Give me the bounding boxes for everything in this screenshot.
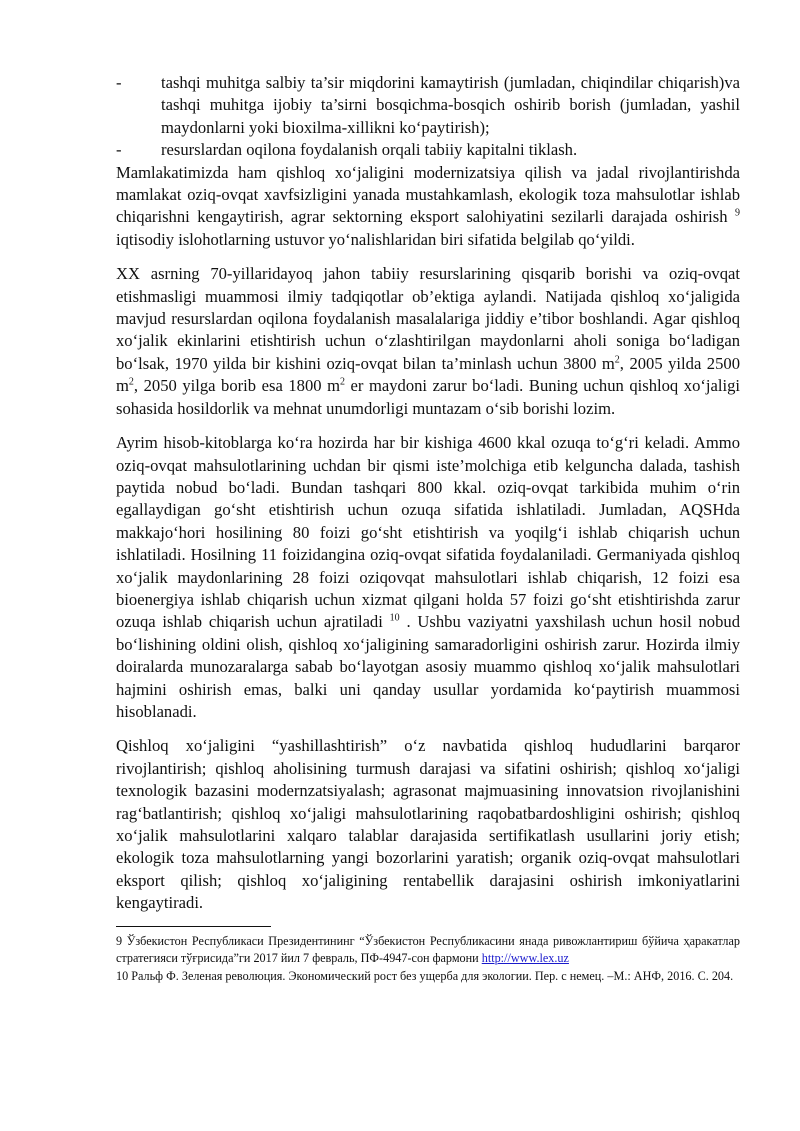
paragraph-text: iqtisodiy islohotlarning ustuvor yo‘nalishlaridan biri sifatida belgilab qo‘yildi.	[116, 229, 635, 249]
paragraph-text: er maydoni zarur bo‘ladi. Buning uchun qishloq xo‘jaligi sohasida hosildorlik va mehnat unumdorligi muntazam o‘sib borishi lozim.	[116, 376, 740, 418]
paragraph-text: , 2050 yilga borib esa 1800 m	[133, 376, 340, 396]
paragraph	[116, 432, 740, 723]
paragraph-text: Mamlakatimizda ham qishloq xo‘jaligini modernizatsiya qilish va jadal rivojlantirishda mamlakat oziq-ovqat xavfsizligini yanada mustahkamlash, ekologik toza mahsulotlar ishlab chiqarishni kengaytirish, agrar sektorning eksport salohiyatini sezilarli darajada oshirish	[116, 162, 740, 227]
list-item	[116, 139, 740, 161]
paragraph-text: . Ushbu vaziyatni yaxshilash uchun hosil nobud bo‘lishining oldini olish, qishloq xo‘jaligining samaradorligini oshirish zarur. Hozirda ilmiy doiralarda munozaralarga sabab bo‘layotgan asosiy muammo qishloq xo‘jalik mahsulotlari hajmini oshirish emas, balki uni qanday usullar yordamida ko‘paytirish muammosi hisoblanadi.	[116, 612, 740, 721]
document-page	[116, 72, 740, 985]
footnote-text: 9 Ўзбекистон Республикаси Президентининг “Ўзбекистон Республикасини янада ривожлантириш бўйича ҳаракатлар стратегияси тўғрисида”ги 2017 йил 7 февраль, ПФ-4947-сон фармони	[116, 933, 740, 966]
paragraph-text: Ayrim hisob-kitoblarga ko‘ra hozirda har bir kishiga 4600 kkal ozuqa to‘g‘ri keladi. Ammo oziq-ovqat mahsulotlarining uchdan bir qismi iste’molchiga etib kelguncha dalada, tashish paytida nobud bo‘ladi. Bundan tashqari 800 kkal. oziq-ovqat tarkibida muhim o‘rin egallaydigan go‘sht etishtirish uchun ozuqa sifatida ishlatiladi. Jumladan, AQSHda makkajo‘hori hosilining 80 foizi go‘sht etishtirish va yoqilg‘i ishlab chiqarish uchun ishlatiladi. Hosilning 11 foizidangina oziq-ovqat sifatida foydalaniladi. Germaniyada qishloq xo‘jalik maydonlarining 28 foizi oziqovqat mahsulotlari ishlab chiqarish, 12 foizi esa bioenergiya ishlab chiqarish uchun xizmat qilgani holda 57 foizi go‘sht etishtirishda zarur ozuqa ishlab chiqarish uchun ajratiladi	[116, 433, 740, 632]
superscript: 2	[614, 354, 620, 366]
footnote	[116, 933, 740, 968]
footnote: 10 Ральф Ф. Зеленая революция. Экономический рост без ущерба для экологии. Пер. с немец. –М.: АНФ, 2016. С. 204.	[116, 968, 734, 983]
bullet-dash: -	[116, 140, 122, 160]
list-item	[116, 72, 740, 139]
bullet-dash: -	[116, 73, 122, 92]
superscript: 2	[128, 376, 134, 388]
superscript: 2	[339, 376, 345, 388]
footnote-ref[interactable]: 10	[389, 612, 400, 624]
footnote-ref[interactable]: 9	[735, 207, 740, 219]
paragraph-text: , 2005 yilda 2500 m	[116, 353, 740, 396]
paragraph-text: XX asrning 70-yillaridayoq jahon tabiiy resurslarining qisqarib borishi va oziq-ovqat etishmasligi muammosi ilmiy tadqiqotlar ob’ektiga aylandi. Natijada qishloq xo‘jaligida mavjud resurslardan oqilona foydalanish masalalariga jiddiy e’tibor boshlandi. Agar qishloq xo‘jalik ekinlarini etishtirish uchun o‘zlashtirilgan maydonlarni aholi soniga bo‘ladigan bo‘lsak, 1970 yilda bir kishini oziq-ovqat bilan ta’minlash uchun 3800 m	[116, 264, 740, 373]
paragraph	[116, 162, 740, 252]
paragraph: Qishloq xo‘jaligini “yashillashtirish” o‘z navbatida qishloq hududlarini barqaror rivojlantirish; qishloq aholisining turmush darajasi va sifatini oshirish; qishloq xo‘jaligi texnologik bazasini modernzatsiyalash; agrasonat majmuasining innovatsion rivojlanishini rag‘batlantirish; qishloq xo‘jaligi mahsulotlarining raqobatbardoshligini oshirish; qishloq xo‘jalik mahsulotlarini xalqaro talablar darajasida sertifikatlash usullarini joriy etish; ekologik toza mahsulotlarning yangi bozorlarini yaratish; organik oziq-ovqat mahsulotlari eksport qilish; qishloq xo‘jaligining rentabellik darajasini oshirish imkoniyatlarini kengaytiradi.	[116, 736, 740, 913]
footnote-link[interactable]: http://www.lex.uz	[481, 951, 569, 966]
list-item-text: tashqi muhitga salbiy ta’sir miqdorini kamaytirish (jumladan, chiqindilar chiqarish)va tashqi muhitga ijobiy ta’sirni bosqichma-bosqich oshirib borish (jumladan, yashil maydonlarni yoki bioxilma-xillikni ko‘paytirish);	[161, 73, 740, 137]
footnote-separator	[116, 926, 271, 927]
paragraph	[116, 263, 740, 420]
list-item-text: resurslardan oqilona foydalanish orqali tabiiy kapitalni tiklash.	[161, 140, 578, 160]
